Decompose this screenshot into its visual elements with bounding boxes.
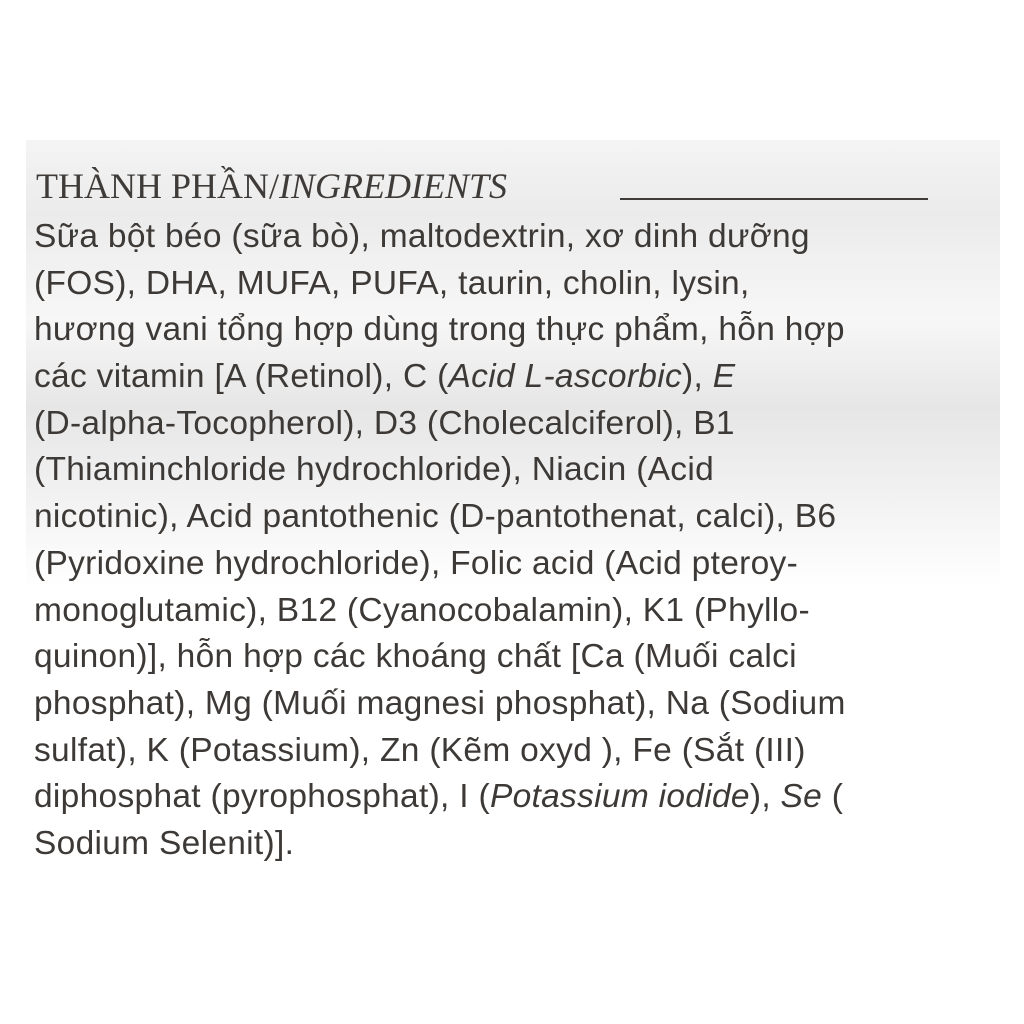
ingredient-line xyxy=(34,307,994,354)
ingredient-line xyxy=(34,541,994,588)
ingredient-line xyxy=(34,681,994,728)
ingredient-text-segment: ), xyxy=(749,778,781,816)
ingredient-line xyxy=(34,588,994,635)
ingredient-text-segment: (Pyridoxine hydrochloride), Folic acid (Acid pteroy- xyxy=(34,544,799,582)
ingredient-text-segment: các vitamin [A (Retinol), C ( xyxy=(34,358,449,396)
ingredient-line xyxy=(34,401,994,448)
ingredient-text-segment: (D-alpha-Tocopherol), D3 (Cholecalciferol), B1 xyxy=(34,404,735,442)
ingredient-line xyxy=(34,634,994,681)
heading-english: INGREDIENTS xyxy=(279,166,507,206)
ingredient-text-segment: Sodium Selenit)]. xyxy=(34,824,295,862)
heading-rule xyxy=(620,198,928,200)
ingredient-text-segment: quinon)], hỗn hợp các khoáng chất [Ca (Muối calci xyxy=(34,638,797,676)
ingredient-text-segment: (FOS), DHA, MUFA, PUFA, taurin, cholin, lysin, xyxy=(34,264,750,302)
ingredient-line xyxy=(34,354,994,401)
ingredients-heading xyxy=(36,160,507,212)
ingredient-line xyxy=(34,494,994,541)
ingredients-label xyxy=(26,140,1000,886)
ingredient-text-segment: Se xyxy=(780,778,823,816)
ingredient-text-segment: monoglutamic), B12 (Cyanocobalamin), K1 (Phyllo- xyxy=(34,591,810,629)
ingredient-text-segment: diphosphat (pyrophosphat), I ( xyxy=(34,778,490,816)
ingredient-text-segment: hương vani tổng hợp dùng trong thực phẩm, hỗn hợp xyxy=(34,311,845,349)
ingredient-text-segment: Sữa bột béo (sữa bò), maltodextrin, xơ dinh dưỡng xyxy=(34,218,810,255)
ingredient-line xyxy=(34,774,994,821)
ingredient-text-segment: nicotinic), Acid pantothenic (D-pantothenat, calci), B6 xyxy=(34,498,837,536)
ingredients-text xyxy=(34,214,994,868)
ingredient-text-segment: Potassium iodide xyxy=(489,778,750,816)
ingredient-text-segment: E xyxy=(712,358,736,396)
ingredient-text-segment: phosphat), Mg (Muối magnesi phosphat), Na (Sodium xyxy=(34,684,846,722)
ingredient-text-segment: ( xyxy=(822,778,844,816)
ingredient-text-segment: sulfat), K (Potassium), Zn (Kẽm oxyd ), Fe (Sắt (III) xyxy=(34,731,806,769)
ingredient-text-segment: Acid L-ascorbic xyxy=(448,358,683,396)
ingredient-line xyxy=(34,821,994,868)
ingredient-line xyxy=(34,447,994,494)
ingredient-line xyxy=(34,728,994,775)
ingredient-line xyxy=(34,214,994,261)
ingredient-line xyxy=(34,261,994,308)
ingredient-text-segment: (Thiaminchloride hydrochloride), Niacin (Acid xyxy=(34,451,715,489)
ingredient-text-segment: ), xyxy=(682,358,713,396)
heading-vietnamese: THÀNH PHẦN/ xyxy=(36,166,279,206)
